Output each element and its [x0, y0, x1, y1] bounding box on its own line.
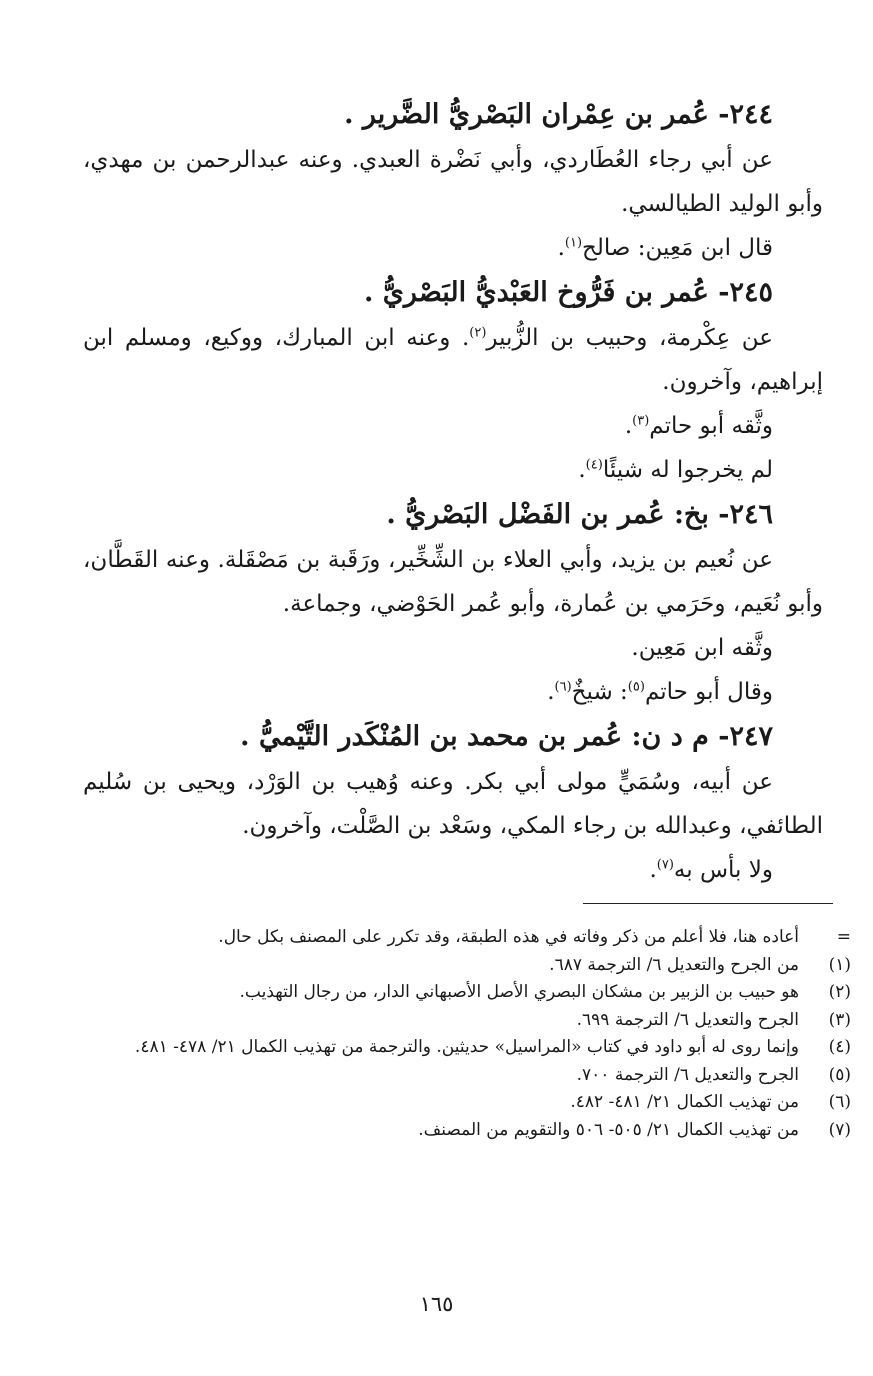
entry-note-246a: وثَّقه ابن مَعِين.	[631, 635, 773, 661]
footnote-text: الجرح والتعديل ٦/ الترجمة ٧٠٠.	[576, 1064, 799, 1085]
footnote-ref-2[interactable]: (٢)	[469, 325, 487, 341]
footnote-mark: (٣)	[828, 1009, 851, 1030]
entry-note-245a	[83, 404, 823, 448]
footnotes	[36, 924, 851, 1144]
footnote-mark: (٧)	[828, 1119, 851, 1140]
note-end: .	[547, 679, 555, 705]
footnote-text: وإنما روى له أبو داود في كتاب «المراسيل» حديثين. والترجمة من تهذيب الكمال ٢١/ ٤٧٨- ٤٨١.	[134, 1037, 799, 1057]
footnote-mark: (٢)	[828, 982, 851, 1002]
footnote-ref-1[interactable]: (١)	[564, 235, 583, 251]
footnote-ref-6[interactable]: (٦)	[554, 679, 572, 695]
footnote-mark: (٤)	[828, 1037, 851, 1057]
footnote-1	[36, 952, 851, 980]
footnote-text: من الجرح والتعديل ٦/ الترجمة ٦٨٧.	[549, 954, 799, 975]
note-end: .	[649, 857, 657, 883]
note-text: ولا بأس به	[673, 857, 773, 883]
footnote-text: هو حبيب بن الزبير بن مشكان البصري الأصل الأصبهاني الدار، من رجال التهذيب.	[239, 982, 799, 1002]
entry-note-244	[83, 226, 823, 270]
footnote-7	[36, 1117, 851, 1145]
note-end: .	[557, 235, 565, 261]
footnote-mark: (٥)	[828, 1064, 851, 1085]
footnote-2	[36, 979, 851, 1007]
note-end: .	[578, 457, 586, 483]
note-text-b: : شيخٌ	[571, 679, 628, 705]
footnote-ref-5[interactable]: (٥)	[627, 679, 645, 695]
footnote-5	[36, 1062, 851, 1090]
body-before: عن عِكْرمة، وحبيب بن الزُّبير	[486, 325, 773, 351]
note-text: قال ابن مَعِين: صالح	[582, 235, 773, 261]
footnote-divider	[583, 903, 833, 904]
footnote-text: أعاده هنا، فلا أعلم من ذكر وفاته في هذه الطبقة، وقد تكرر على المصنف بكل حال.	[218, 927, 799, 947]
footnote-mark: (٦)	[828, 1092, 851, 1112]
note-end: .	[624, 413, 633, 439]
page-number: ١٦٥	[419, 1292, 454, 1316]
note-text: وثَّقه أبو حاتم	[649, 413, 773, 439]
footnote-text: من تهذيب الكمال ٢١/ ٤٨١- ٤٨٢.	[570, 1092, 799, 1112]
note-text: لم يخرجوا له شيئًا	[602, 457, 773, 483]
body-after: . وعنه ابن المبارك، ووكيع، ومسلم ابن إبراهيم، وآخرون.	[83, 325, 823, 395]
entry-body-244: عن أبي رجاء العُطَاردي، وأبي نَضْرة العبدي. وعنه عبدالرحمن بن مهدي، وأبو الوليد الطيالسي.	[83, 147, 823, 217]
footnote-6	[36, 1089, 851, 1117]
footnote-text: من تهذيب الكمال ٢١/ ٥٠٥- ٥٠٦ والتقويم من المصنف.	[418, 1119, 799, 1140]
entry-title-246: ٢٤٦- بخ: عُمر بن الفَضْل البَصْريُّ .	[386, 499, 773, 530]
note-text-a: وقال أبو حاتم	[644, 679, 773, 705]
footnote-ref-7[interactable]: (٧)	[656, 857, 674, 873]
entry-title-244: ٢٤٤- عُمر بن عِمْران البَصْريُّ الضَّرير .	[344, 99, 773, 130]
footnote-ref-4[interactable]: (٤)	[585, 457, 603, 473]
main-text	[83, 92, 823, 892]
footnote-mark: (١)	[828, 954, 851, 975]
footnote-ref-3[interactable]: (٣)	[632, 413, 650, 429]
entry-body-246: عن نُعيم بن يزيد، وأبي العلاء بن الشِّخِّير، ورَقَبة بن مَصْقَلة. وعنه القَطَّان، وأبو نُعَيم، وحَرَمي بن عُمارة، وأبو عُمر الحَوْضي، وجماعة.	[83, 547, 823, 617]
entry-note-247	[83, 848, 823, 892]
entry-note-246b	[83, 670, 823, 714]
entry-body-245	[83, 316, 823, 404]
entry-title-247: ٢٤٧- م د ن: عُمر بن محمد بن المُنْكَدر التَّيْميُّ .	[240, 721, 773, 752]
footnote-3	[36, 1007, 851, 1035]
entry-note-245b	[83, 448, 823, 492]
footnote-4	[36, 1034, 851, 1062]
footnote-continued	[36, 924, 851, 952]
entry-title-245: ٢٤٥- عُمر بن فَرُّوخ العَبْديُّ البَصْريُّ .	[363, 277, 773, 308]
footnote-text: الجرح والتعديل ٦/ الترجمة ٦٩٩.	[576, 1009, 799, 1030]
entry-body-247: عن أبيه، وسُمَيٍّ مولى أبي بكر. وعنه وُهيب بن الوَرْد، ويحيى بن سُليم الطائفي، وعبدالله بن رجاء المكي، وسَعْد بن الصَّلْت، وآخرون.	[83, 769, 823, 839]
footnote-mark: =	[836, 927, 851, 947]
